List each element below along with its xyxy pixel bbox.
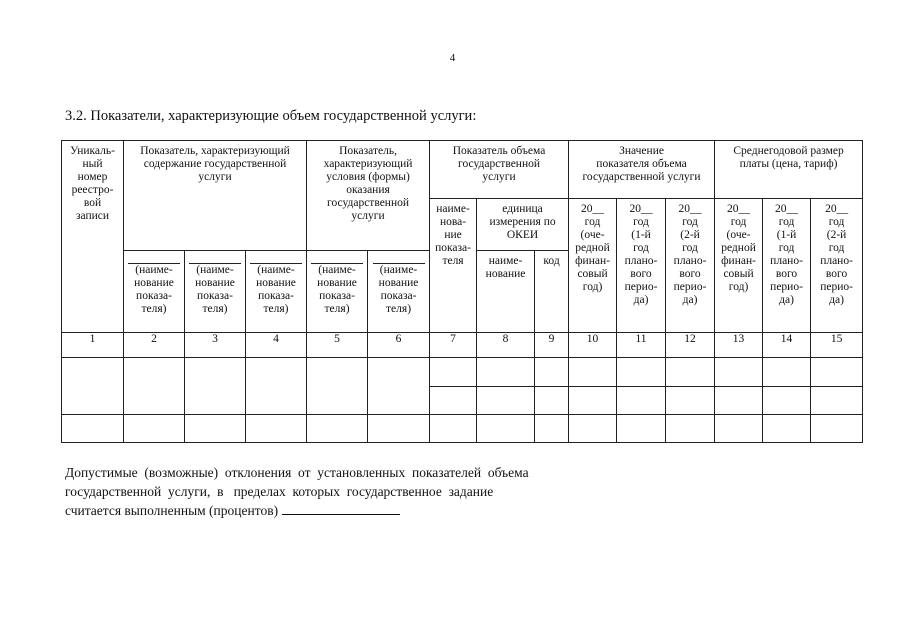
header-content-indicator-name-1: (наиме- нование показа- теля) (124, 251, 185, 333)
column-number: 14 (763, 333, 811, 358)
table-cell[interactable] (62, 415, 124, 443)
header-fee-year-plan-1: 20__ год (1-й год планo- вого перио- да) (763, 199, 811, 333)
table-cell[interactable] (535, 358, 569, 387)
table-cell[interactable] (617, 387, 666, 415)
column-number: 8 (477, 333, 535, 358)
column-number: 12 (666, 333, 715, 358)
column-numbers-row (62, 333, 863, 358)
table-cell[interactable] (430, 358, 477, 387)
table-row (62, 358, 863, 387)
header-fee-year-plan-2: 20__ год (2-й год планo- вого перио- да) (811, 199, 863, 333)
table-cell[interactable] (124, 358, 185, 415)
table-cell[interactable] (715, 415, 763, 443)
column-number: 5 (307, 333, 368, 358)
column-number: 11 (617, 333, 666, 358)
table-cell[interactable] (246, 415, 307, 443)
table-cell[interactable] (811, 358, 863, 387)
table-cell[interactable] (569, 358, 617, 387)
header-volume-indicator: Показатель объема государственной услуги (430, 141, 569, 199)
table-cell[interactable] (811, 415, 863, 443)
column-number: 13 (715, 333, 763, 358)
table-cell[interactable] (62, 358, 124, 415)
table-cell[interactable] (368, 358, 430, 415)
table-cell[interactable] (307, 415, 368, 443)
table-cell[interactable] (124, 415, 185, 443)
table-cell[interactable] (246, 358, 307, 415)
header-year-plan-1: 20__ год (1-й год планo- вого перио- да) (617, 199, 666, 333)
table-row (62, 415, 863, 443)
deviation-note-line: государственной услуги, в пределах которых государственное задание (65, 484, 494, 499)
table-cell[interactable] (430, 415, 477, 443)
column-number: 6 (368, 333, 430, 358)
header-year-current: 20__ год (оче- редной финан- совый год) (569, 199, 617, 333)
header-volume-value: Значение показателя объема государственной услуги (569, 141, 715, 199)
table-cell[interactable] (477, 387, 535, 415)
header-fee-year-current: 20__ год (оче- редной финан- совый год) (715, 199, 763, 333)
table-cell[interactable] (185, 415, 246, 443)
column-number: 10 (569, 333, 617, 358)
table-cell[interactable] (307, 358, 368, 415)
column-number: 7 (430, 333, 477, 358)
header-year-plan-2: 20__ год (2-й год планo- вого перио- да) (666, 199, 715, 333)
header-conditions-indicator-name-2: (наиме- нование показа- теля) (368, 251, 430, 333)
table-cell[interactable] (569, 387, 617, 415)
column-number: 9 (535, 333, 569, 358)
column-number: 1 (62, 333, 124, 358)
page-number: 4 (449, 52, 456, 64)
table-cell[interactable] (763, 358, 811, 387)
table-cell[interactable] (430, 387, 477, 415)
table-cell[interactable] (368, 415, 430, 443)
header-unit: единица измерения по ОКЕИ (477, 199, 569, 251)
table-cell[interactable] (617, 358, 666, 387)
header-volume-name: наиме- нова- ние показа- теля (430, 199, 477, 333)
table-cell[interactable] (617, 415, 666, 443)
table-cell[interactable] (666, 387, 715, 415)
table-cell[interactable] (715, 387, 763, 415)
header-unique-number: Уникаль- ный номер реестро- вой записи (62, 141, 124, 333)
deviation-note-line: Допустимые (возможные) отклонения от установленных показателей объема (65, 465, 529, 480)
table-cell[interactable] (666, 358, 715, 387)
header-conditions-indicator-name-1: (наиме- нование показа- теля) (307, 251, 368, 333)
table-cell[interactable] (477, 415, 535, 443)
column-number: 2 (124, 333, 185, 358)
header-content-indicator-name-2: (наиме- нование показа- теля) (185, 251, 246, 333)
deviation-note-line (65, 501, 529, 520)
volume-indicators-table (61, 140, 863, 443)
deviation-note-label: считается выполненным (процентов) (65, 503, 279, 518)
header-unit-name: наиме- нование (477, 251, 535, 333)
header-annual-fee: Среднегодовой размер платы (цена, тариф) (715, 141, 863, 199)
section-title: 3.2. Показатели, характеризующие объем государственной услуги: (65, 108, 477, 124)
table-cell[interactable] (763, 387, 811, 415)
table-cell[interactable] (477, 358, 535, 387)
column-number: 15 (811, 333, 863, 358)
column-number: 3 (185, 333, 246, 358)
table-cell[interactable] (811, 387, 863, 415)
column-number: 4 (246, 333, 307, 358)
table-cell[interactable] (715, 358, 763, 387)
header-content-indicator: Показатель, характеризующий содержание государственной услуги (124, 141, 307, 251)
table-cell[interactable] (535, 387, 569, 415)
header-content-indicator-name-3: (наиме- нование показа- теля) (246, 251, 307, 333)
percent-input-line[interactable] (282, 502, 400, 515)
table-cell[interactable] (535, 415, 569, 443)
deviation-note (65, 463, 529, 520)
table-cell[interactable] (666, 415, 715, 443)
header-conditions-indicator: Показатель, характеризующий условия (формы) оказания государственной услуги (307, 141, 430, 251)
table-cell[interactable] (569, 415, 617, 443)
table-cell[interactable] (763, 415, 811, 443)
table-cell[interactable] (185, 358, 246, 415)
header-unit-code: код (535, 251, 569, 333)
